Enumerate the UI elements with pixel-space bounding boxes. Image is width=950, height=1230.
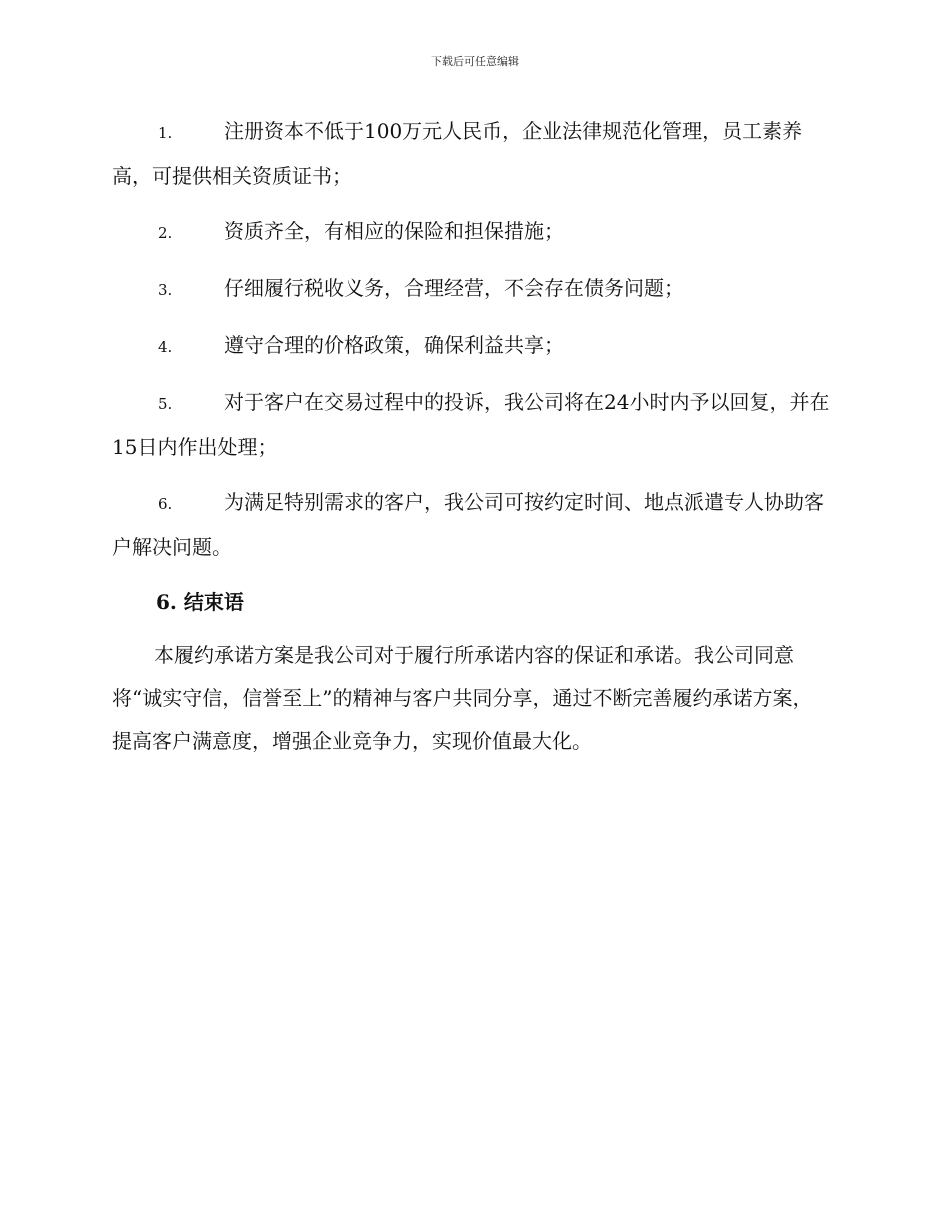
list-item-6 [112,481,832,569]
list-item-number: 4. [158,338,173,356]
page-header: 下载后可任意编辑 [431,55,519,68]
closing-paragraph: 本履约承诺方案是我公司对于履行所承诺内容的保证和承诺。我公司同意将“诚实守信，信誉至上”的精神与客户共同分享，通过不断完善履约承诺方案，提高客户满意度，增强企业竞争力，实现价值最大化。 [112,643,813,753]
list-item-5 [112,381,832,469]
list-item-text: 资质齐全，有相应的保险和担保措施； [224,219,564,243]
section-heading: 6. 结束语 [156,590,244,614]
list-item-3 [112,267,832,312]
list-item-4 [112,324,832,369]
list-item-text: 遵守合理的价格政策，确保利益共享； [224,333,564,357]
list-item-text: 为满足特别需求的客户，我公司可按约定时间、地点派遣专人协助客户解决问题。 [112,490,824,559]
list-item-2 [112,210,832,255]
list-item-number: 5. [158,395,173,413]
list-item-number: 1. [158,124,173,142]
list-item-number: 2. [158,224,173,242]
list-item-number: 3. [158,281,173,299]
list-item-number: 6. [158,495,173,513]
document-body [112,110,832,763]
list-item-1 [112,110,832,198]
list-item-text: 对于客户在交易过程中的投诉，我公司将在24小时内予以回复，并在15日内作出处理； [112,390,830,459]
list-item-text: 仔细履行税收义务，合理经营，不会存在债务问题； [224,276,684,300]
list-item-text: 注册资本不低于100万元人民币，企业法律规范化管理，员工素养高，可提供相关资质证书； [112,119,803,188]
